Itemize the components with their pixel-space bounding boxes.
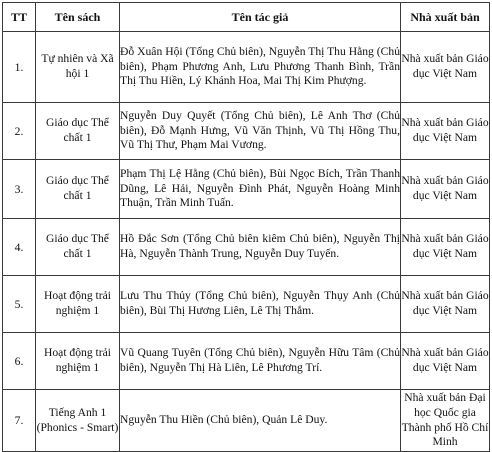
- table-row: [3, 219, 490, 276]
- header-publisher: Nhà xuất bản: [401, 3, 490, 32]
- publisher-name: Nhà xuất bản Giáo dục Việt Nam: [401, 276, 490, 333]
- table-row: [3, 32, 490, 103]
- row-number: 1.: [3, 32, 36, 103]
- book-title: Hoạt động trải nghiệm 1: [36, 276, 120, 333]
- author-list: Vũ Quang Tuyên (Tổng Chủ biên), Nguyễn Hữu Tâm (Chủ biên), Nguyễn Thị Hà Liên, Lê Phương Trí.: [120, 333, 401, 390]
- textbook-table: [2, 2, 490, 452]
- book-title: Tự nhiên và Xã hội 1: [36, 32, 120, 103]
- book-title: Giáo dục Thể chất 1: [36, 160, 120, 219]
- publisher-name: Nhà xuất bản Giáo dục Việt Nam: [401, 219, 490, 276]
- author-list: Nguyễn Duy Quyết (Tổng Chủ biên), Lê Anh Thơ (Chủ biên), Đỗ Mạnh Hưng, Vũ Văn Thịnh, Vũ Thị Hồng Thu, Vũ Thị Thư, Phạm Mai Vương.: [120, 103, 401, 160]
- header-author: Tên tác giả: [120, 3, 401, 32]
- book-title: Giáo dục Thể chất 1: [36, 219, 120, 276]
- publisher-name: Nhà xuất bản Giáo dục Việt Nam: [401, 32, 490, 103]
- publisher-name: Nhà xuất bản Giáo dục Việt Nam: [401, 103, 490, 160]
- table-row: [3, 276, 490, 333]
- row-number: 6.: [3, 333, 36, 390]
- table-row: [3, 160, 490, 219]
- row-number: 7.: [3, 390, 36, 452]
- row-number: 2.: [3, 103, 36, 160]
- publisher-name: Nhà xuất bản Đại học Quốc gia Thành phố Hồ Chí Minh: [401, 390, 490, 452]
- author-list: Đỗ Xuân Hội (Tổng Chủ biên), Nguyễn Thị Thu Hằng (Chủ biên), Phạm Phương Anh, Lưu Phương Thanh Bình, Trần Thị Thu Hiền, Lý Khánh Hoa, Mai Thị Kim Phượng.: [120, 32, 401, 103]
- author-list: Nguyễn Thu Hiền (Chủ biên), Quản Lê Duy.: [120, 390, 401, 452]
- publisher-name: Nhà xuất bản Giáo dục Việt Nam: [401, 333, 490, 390]
- table-header-row: [3, 3, 490, 32]
- author-list: Hồ Đắc Sơn (Tổng Chủ biên kiêm Chủ biên), Nguyễn Thị Hà, Nguyễn Thành Trung, Nguyễn Duy Tuyến.: [120, 219, 401, 276]
- row-number: 4.: [3, 219, 36, 276]
- author-list: Lưu Thu Thủy (Tổng Chủ biên), Nguyễn Thụy Anh (Chủ biên), Bùi Thị Hương Liên, Lê Thị Thắm.: [120, 276, 401, 333]
- header-tt: TT: [3, 3, 36, 32]
- publisher-name: Nhà xuất bản Giáo dục Việt Nam: [401, 160, 490, 219]
- header-book-title: Tên sách: [36, 3, 120, 32]
- table-row: [3, 333, 490, 390]
- row-number: 3.: [3, 160, 36, 219]
- table-row: [3, 103, 490, 160]
- author-list: Phạm Thị Lệ Hằng (Chủ biên), Bùi Ngọc Bích, Trần Thanh Dũng, Lê Hải, Nguyễn Đình Phát, Nguyễn Hoàng Minh Thuận, Trần Minh Tuấn.: [120, 160, 401, 219]
- table-row: [3, 390, 490, 452]
- book-title: Tiếng Anh 1 (Phonics - Smart): [36, 390, 120, 452]
- row-number: 5.: [3, 276, 36, 333]
- book-title: Hoạt động trải nghiệm 1: [36, 333, 120, 390]
- book-title: Giáo dục Thể chất 1: [36, 103, 120, 160]
